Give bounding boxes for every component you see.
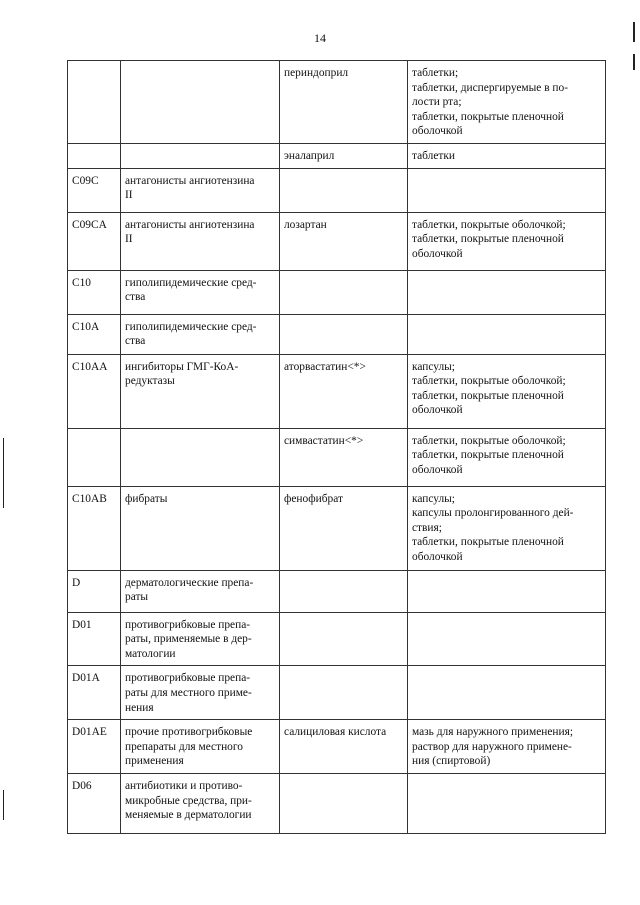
- atc-code-cell: [68, 61, 121, 144]
- dosage-form-cell: [408, 773, 606, 833]
- atc-group-cell-line: применения: [125, 755, 184, 768]
- atc-group-cell-line: противогрибковые препа-: [125, 672, 251, 685]
- atc-code-cell: C10: [68, 270, 121, 314]
- dosage-form-cell: [408, 486, 606, 570]
- drug-name-cell: аторвастатин<*>: [280, 354, 408, 428]
- dosage-form-cell-line: ствия;: [412, 521, 442, 534]
- drug-table-body: [68, 61, 606, 834]
- atc-group-cell: [121, 486, 280, 570]
- atc-group-cell-line: раты, применяемые в дер-: [125, 633, 252, 646]
- atc-group-cell-line: раты для местного приме-: [125, 686, 252, 699]
- atc-group-cell-line: меняемые в дерматологии: [125, 809, 252, 822]
- dosage-form-cell-line: капсулы;: [412, 360, 455, 373]
- dosage-form-cell-line: таблетки, диспергируемые в по-: [412, 81, 569, 94]
- atc-code-cell: D01: [68, 612, 121, 666]
- atc-group-cell-line: препараты для местного: [125, 740, 243, 753]
- atc-group-cell-line: матологии: [125, 647, 176, 660]
- dosage-form-cell-line: таблетки, покрытые пленочной: [412, 449, 564, 462]
- atc-code-cell: D06: [68, 773, 121, 833]
- atc-group-cell-line: микробные средства, при-: [125, 794, 252, 807]
- dosage-form-cell-line: оболочкой: [412, 404, 463, 417]
- scan-edge-mark-left: [3, 438, 4, 508]
- atc-code-cell: C09C: [68, 168, 121, 212]
- atc-code-cell: D01A: [68, 666, 121, 720]
- atc-group-cell-line: ства: [125, 335, 146, 348]
- dosage-form-cell-line: таблетки;: [412, 67, 459, 79]
- drug-name-cell: [280, 168, 408, 212]
- table-row: [68, 612, 606, 666]
- dosage-form-cell: [408, 666, 606, 720]
- table-row: [68, 720, 606, 774]
- atc-group-cell-line: II: [125, 189, 133, 202]
- drug-name-cell: [280, 270, 408, 314]
- dosage-form-cell: [408, 212, 606, 270]
- atc-group-cell: [121, 666, 280, 720]
- drug-name-cell: лозартан: [280, 212, 408, 270]
- table-row: [68, 168, 606, 212]
- dosage-form-cell: [408, 270, 606, 314]
- atc-code-cell: C10A: [68, 314, 121, 354]
- atc-group-cell-line: редуктазы: [125, 375, 175, 388]
- drug-name-cell: фенофибрат: [280, 486, 408, 570]
- atc-group-cell-line: антагонисты ангиотензина: [125, 174, 255, 187]
- atc-code-cell: C09CA: [68, 212, 121, 270]
- table-row: [68, 570, 606, 612]
- atc-group-cell: [121, 212, 280, 270]
- dosage-form-cell: [408, 720, 606, 774]
- atc-group-cell: [121, 570, 280, 612]
- atc-group-cell-line: ингибиторы ГМГ-КоА-: [125, 360, 239, 373]
- table-row: [68, 486, 606, 570]
- drug-table: [67, 60, 606, 834]
- atc-group-cell: [121, 168, 280, 212]
- dosage-form-cell: [408, 168, 606, 212]
- atc-code-cell: [68, 428, 121, 486]
- atc-group-cell: [121, 612, 280, 666]
- scan-edge-mark-left-lower: [3, 790, 4, 820]
- atc-group-cell-line: гиполипидемические сред-: [125, 276, 257, 289]
- table-row: [68, 666, 606, 720]
- atc-code-cell: C10AB: [68, 486, 121, 570]
- dosage-form-cell: [408, 428, 606, 486]
- atc-group-cell: [121, 314, 280, 354]
- scan-edge-mark-right: [633, 54, 635, 70]
- dosage-form-cell: [408, 354, 606, 428]
- drug-name-cell: салициловая кислота: [280, 720, 408, 774]
- dosage-form-cell-line: таблетки: [412, 150, 456, 162]
- table-row: [68, 270, 606, 314]
- atc-code-cell: D: [68, 570, 121, 612]
- dosage-form-cell-line: оболочкой: [412, 550, 463, 563]
- dosage-form-cell-line: оболочкой: [412, 125, 463, 138]
- atc-group-cell: [121, 720, 280, 774]
- dosage-form-cell-line: капсулы;: [412, 492, 455, 505]
- drug-name-cell: [280, 612, 408, 666]
- atc-code-cell: C10AA: [68, 354, 121, 428]
- dosage-form-cell-line: таблетки, покрытые оболочкой;: [412, 375, 566, 388]
- atc-group-cell-line: дерматологические препа-: [125, 576, 254, 589]
- atc-group-cell-line: противогрибковые препа-: [125, 618, 251, 631]
- table-row: [68, 144, 606, 169]
- atc-group-cell-line: нения: [125, 701, 154, 714]
- dosage-form-cell-line: таблетки, покрытые пленочной: [412, 233, 564, 246]
- dosage-form-cell-line: таблетки, покрытые оболочкой;: [412, 434, 566, 447]
- dosage-form-cell-line: таблетки, покрытые пленочной: [412, 536, 564, 549]
- drug-name-cell: [280, 314, 408, 354]
- dosage-form-cell-line: оболочкой: [412, 463, 463, 476]
- drug-name-cell: симвастатин<*>: [280, 428, 408, 486]
- atc-group-cell: [121, 354, 280, 428]
- dosage-form-cell: [408, 570, 606, 612]
- table-row: [68, 212, 606, 270]
- atc-group-cell-line: прочие противогрибковые: [125, 726, 253, 739]
- atc-code-cell: [68, 144, 121, 169]
- atc-group-cell-line: раты: [125, 591, 149, 604]
- table-row: [68, 61, 606, 144]
- atc-group-cell-line: гиполипидемические сред-: [125, 320, 257, 333]
- dosage-form-cell-line: капсулы пролонгированного дей-: [412, 507, 574, 520]
- atc-group-cell: [121, 270, 280, 314]
- atc-group-cell-line: фибраты: [125, 492, 168, 505]
- dosage-form-cell-line: лости рта;: [412, 96, 462, 109]
- atc-group-cell: [121, 144, 280, 169]
- drug-name-cell: [280, 570, 408, 612]
- drug-name-cell: периндоприл: [280, 61, 408, 144]
- drug-name-cell: [280, 773, 408, 833]
- dosage-form-cell: [408, 612, 606, 666]
- dosage-form-cell-line: ния (спиртовой): [412, 755, 491, 768]
- table-row: [68, 428, 606, 486]
- table-row: [68, 773, 606, 833]
- dosage-form-cell-line: таблетки, покрытые пленочной: [412, 110, 564, 123]
- dosage-form-cell: [408, 144, 606, 169]
- dosage-form-cell-line: таблетки, покрытые пленочной: [412, 389, 564, 402]
- dosage-form-cell: [408, 61, 606, 144]
- atc-group-cell: [121, 773, 280, 833]
- page-number: 14: [314, 31, 326, 45]
- atc-group-cell-line: антагонисты ангиотензина: [125, 218, 255, 231]
- dosage-form-cell-line: оболочкой: [412, 247, 463, 260]
- dosage-form-cell: [408, 314, 606, 354]
- table-row: [68, 314, 606, 354]
- atc-group-cell-line: ства: [125, 291, 146, 304]
- dosage-form-cell-line: раствор для наружного примене-: [412, 740, 572, 753]
- atc-group-cell: [121, 61, 280, 144]
- atc-group-cell-line: II: [125, 233, 133, 246]
- table-row: [68, 354, 606, 428]
- atc-group-cell-line: антибиотики и противо-: [125, 779, 243, 792]
- drug-name-cell: эналаприл: [280, 144, 408, 169]
- atc-group-cell: [121, 428, 280, 486]
- scan-edge-mark-top-right: [633, 22, 635, 42]
- dosage-form-cell-line: мазь для наружного применения;: [412, 726, 574, 739]
- drug-name-cell: [280, 666, 408, 720]
- dosage-form-cell-line: таблетки, покрытые оболочкой;: [412, 218, 566, 231]
- atc-code-cell: D01AE: [68, 720, 121, 774]
